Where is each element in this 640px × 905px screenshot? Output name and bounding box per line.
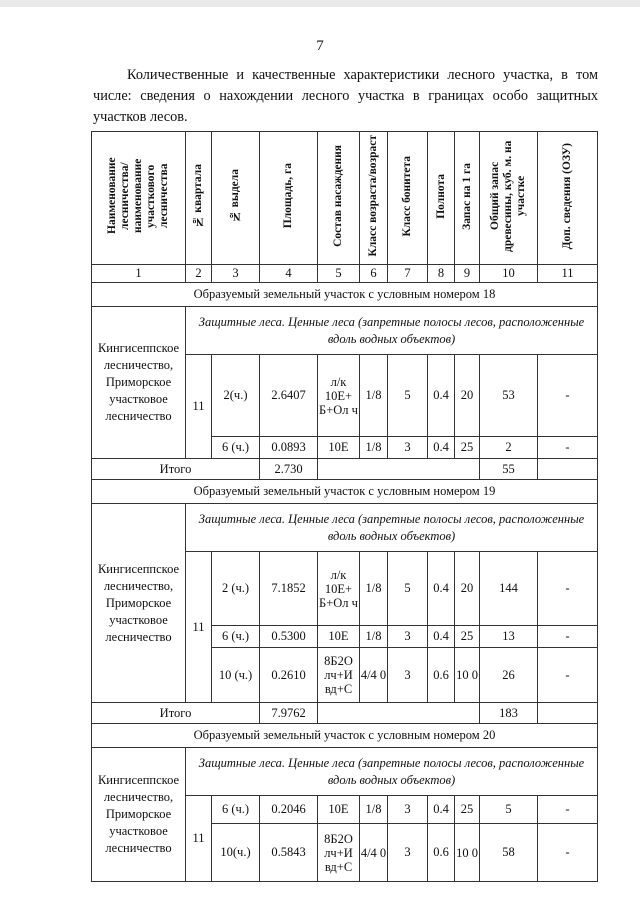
- header-cell: Доп. сведения (ОЗУ): [538, 132, 598, 265]
- column-number: 10: [480, 265, 538, 283]
- category-row: [92, 307, 598, 355]
- section-title-row: [92, 283, 598, 307]
- header-cell: № выдела: [212, 132, 260, 265]
- area-cell: 0.0893: [260, 437, 318, 459]
- forestry-name: Кингисеппское лесничество, Приморское участковое лесничество: [92, 504, 186, 703]
- age-cell: 4/4 0: [360, 648, 388, 703]
- total-zapas: 183: [480, 703, 538, 724]
- section-title-row: [92, 480, 598, 504]
- vydel-cell: 6 (ч.): [212, 626, 260, 648]
- total-empty: [318, 459, 480, 480]
- intro-paragraph: Количественные и качественные характеристики лесного участка, в том числе: сведения о нахождении лесного участка в границах особо защитных участков лесов.: [93, 67, 598, 125]
- vydel-cell: 6 (ч.): [212, 796, 260, 824]
- zapas-ha-cell: 25: [455, 437, 480, 459]
- ozu-cell: -: [538, 355, 598, 437]
- column-number: 2: [186, 265, 212, 283]
- zapas-total-cell: 58: [480, 824, 538, 882]
- column-number-row: [92, 265, 598, 283]
- kvartal-cell: 11: [186, 796, 212, 882]
- total-area: 2.730: [260, 459, 318, 480]
- area-cell: 0.5843: [260, 824, 318, 882]
- bonitet-cell: 5: [388, 552, 428, 626]
- polnota-cell: 0.4: [428, 626, 455, 648]
- ozu-cell: -: [538, 648, 598, 703]
- age-cell: 1/8: [360, 355, 388, 437]
- zapas-total-cell: 2: [480, 437, 538, 459]
- section-title: Образуемый земельный участок с условным номером 19: [92, 480, 598, 504]
- bonitet-cell: 3: [388, 796, 428, 824]
- header-cell: Общий запас древесины, куб. м. на участке: [480, 132, 538, 265]
- zapas-total-cell: 5: [480, 796, 538, 824]
- category-row: [92, 748, 598, 796]
- ozu-cell: -: [538, 796, 598, 824]
- zapas-total-cell: 144: [480, 552, 538, 626]
- zapas-total-cell: 26: [480, 648, 538, 703]
- column-number: 7: [388, 265, 428, 283]
- polnota-cell: 0.6: [428, 648, 455, 703]
- total-empty: [538, 703, 598, 724]
- total-area: 7.9762: [260, 703, 318, 724]
- header-cell: Класс бонитета: [388, 132, 428, 265]
- sostav-cell: 10Е: [318, 437, 360, 459]
- vydel-cell: 10(ч.): [212, 824, 260, 882]
- header-cell: Запас на 1 га: [455, 132, 480, 265]
- zapas-ha-cell: 25: [455, 626, 480, 648]
- header-cell: Состав насаждения: [318, 132, 360, 265]
- polnota-cell: 0.4: [428, 437, 455, 459]
- category-row: [92, 504, 598, 552]
- bonitet-cell: 5: [388, 355, 428, 437]
- section-title: Образуемый земельный участок с условным номером 18: [92, 283, 598, 307]
- protective-category: Защитные леса. Ценные леса (запретные полосы лесов, расположенные вдоль водных объектов): [186, 748, 598, 796]
- column-number: 3: [212, 265, 260, 283]
- header-cell: № квартала: [186, 132, 212, 265]
- section-title-row: [92, 724, 598, 748]
- zapas-ha-cell: 20: [455, 552, 480, 626]
- polnota-cell: 0.4: [428, 355, 455, 437]
- total-label: Итого: [92, 703, 260, 724]
- total-zapas: 55: [480, 459, 538, 480]
- header-cell: Наименование лесничества/ наименование участкового лесничества: [92, 132, 186, 265]
- sostav-cell: 8Б2О лч+И вд+С: [318, 824, 360, 882]
- age-cell: 1/8: [360, 796, 388, 824]
- area-cell: 2.6407: [260, 355, 318, 437]
- ozu-cell: -: [538, 824, 598, 882]
- zapas-total-cell: 53: [480, 355, 538, 437]
- bonitet-cell: 3: [388, 648, 428, 703]
- total-label: Итого: [92, 459, 260, 480]
- sostav-cell: 10Е: [318, 796, 360, 824]
- polnota-cell: 0.4: [428, 552, 455, 626]
- bonitet-cell: 3: [388, 824, 428, 882]
- area-cell: 0.2046: [260, 796, 318, 824]
- header-cell: Класс возраста/возраст: [360, 132, 388, 265]
- zapas-ha-cell: 10 0: [455, 648, 480, 703]
- forestry-name: Кингисеппское лесничество, Приморское участковое лесничество: [92, 748, 186, 882]
- total-empty: [318, 703, 480, 724]
- sostav-cell: 10Е: [318, 626, 360, 648]
- header-row: [92, 132, 598, 265]
- zapas-total-cell: 13: [480, 626, 538, 648]
- zapas-ha-cell: 10 0: [455, 824, 480, 882]
- polnota-cell: 0.6: [428, 824, 455, 882]
- protective-category: Защитные леса. Ценные леса (запретные полосы лесов, расположенные вдоль водных объектов): [186, 504, 598, 552]
- zapas-ha-cell: 25: [455, 796, 480, 824]
- area-cell: 0.2610: [260, 648, 318, 703]
- total-row: [92, 459, 598, 480]
- total-empty: [538, 459, 598, 480]
- bonitet-cell: 3: [388, 626, 428, 648]
- vydel-cell: 2(ч.): [212, 355, 260, 437]
- area-cell: 7.1852: [260, 552, 318, 626]
- ozu-cell: -: [538, 437, 598, 459]
- protective-category: Защитные леса. Ценные леса (запретные полосы лесов, расположенные вдоль водных объектов): [186, 307, 598, 355]
- page-number: 7: [316, 38, 324, 54]
- total-row: [92, 703, 598, 724]
- age-cell: 4/4 0: [360, 824, 388, 882]
- vydel-cell: 2 (ч.): [212, 552, 260, 626]
- sostav-cell: л/к 10Е+ Б+Ол ч: [318, 552, 360, 626]
- vydel-cell: 6 (ч.): [212, 437, 260, 459]
- kvartal-cell: 11: [186, 355, 212, 459]
- column-number: 6: [360, 265, 388, 283]
- column-number: 1: [92, 265, 186, 283]
- header-cell: Площадь, га: [260, 132, 318, 265]
- section-title: Образуемый земельный участок с условным номером 20: [92, 724, 598, 748]
- header-cell: Полнота: [428, 132, 455, 265]
- sostav-cell: 8Б2О лч+И вд+С: [318, 648, 360, 703]
- forest-data-table: [91, 131, 598, 882]
- column-number: 8: [428, 265, 455, 283]
- forestry-name: Кингисеппское лесничество, Приморское участковое лесничество: [92, 307, 186, 459]
- ozu-cell: -: [538, 626, 598, 648]
- ozu-cell: -: [538, 552, 598, 626]
- polnota-cell: 0.4: [428, 796, 455, 824]
- area-cell: 0.5300: [260, 626, 318, 648]
- age-cell: 1/8: [360, 437, 388, 459]
- bonitet-cell: 3: [388, 437, 428, 459]
- sostav-cell: л/к 10Е+ Б+Ол ч: [318, 355, 360, 437]
- kvartal-cell: 11: [186, 552, 212, 703]
- age-cell: 1/8: [360, 552, 388, 626]
- vydel-cell: 10 (ч.): [212, 648, 260, 703]
- zapas-ha-cell: 20: [455, 355, 480, 437]
- column-number: 11: [538, 265, 598, 283]
- column-number: 9: [455, 265, 480, 283]
- column-number: 4: [260, 265, 318, 283]
- age-cell: 1/8: [360, 626, 388, 648]
- page-top-rule: [0, 0, 640, 7]
- column-number: 5: [318, 265, 360, 283]
